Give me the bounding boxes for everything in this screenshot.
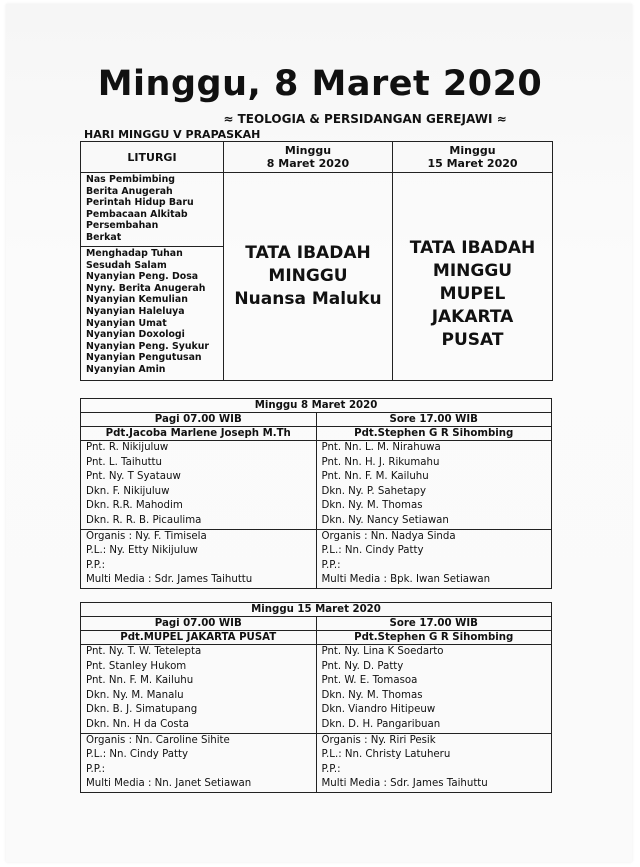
schedule-time-morning: Pagi 07.00 WIB <box>81 413 317 427</box>
support-morning <box>81 733 317 792</box>
liturgy-item: Nyanyian Umat <box>86 317 167 329</box>
officer: Pnt. W. E. Tomasoa <box>321 675 418 687</box>
officer: Pnt. Nn. F. M. Kailuhu <box>321 471 429 483</box>
preacher-evening: Pdt.Stephen G R Sihombing <box>316 631 552 645</box>
liturgy-col2-line: PUSAT <box>441 330 504 350</box>
officers-evening <box>316 645 552 734</box>
liturgy-col2-line: MINGGU <box>432 261 513 281</box>
officer: Pnt. Ny. T. W. Tetelepta <box>86 646 202 657</box>
liturgy-items-part2 <box>81 247 224 381</box>
support-role: Organis : Nn. Caroline Sihite <box>86 734 230 746</box>
liturgy-col1-header-line1: Minggu <box>284 144 332 157</box>
support-role: P.L.: Nn. Cindy Patty <box>321 545 424 557</box>
officer: Dkn. R. R. B. Picaulima <box>86 514 202 526</box>
support-role: Organis : Ny. F. Timisela <box>86 530 207 542</box>
liturgy-item: Nyanyian Haleluya <box>86 305 185 317</box>
liturgy-table <box>80 141 553 381</box>
liturgy-header: LITURGI <box>81 142 224 173</box>
preacher-morning: Pdt.MUPEL JAKARTA PUSAT <box>81 631 317 645</box>
liturgy-item: Nyanyian Amin <box>86 363 166 375</box>
officer: Pnt. Nn. H. J. Rikumahu <box>321 456 440 468</box>
officer: Dkn. Ny. M. Manalu <box>86 689 184 701</box>
page-title: Minggu, 8 Maret 2020 <box>97 64 543 104</box>
support-role: Multi Media : Nn. Janet Setiawan <box>86 778 252 790</box>
liturgy-item: Sesudah Salam <box>86 259 167 271</box>
support-role: Organis : Nn. Nadya Sinda <box>321 530 456 542</box>
liturgy-item: Nyanyian Kemulian <box>86 294 188 306</box>
officers-morning <box>81 441 317 530</box>
liturgy-item: Nyanyian Pengutusan <box>86 352 202 364</box>
support-role: Multi Media : Sdr. James Taihuttu <box>321 778 488 790</box>
schedule-table-2 <box>80 602 552 793</box>
liturgy-item: Perintah Hidup Baru <box>86 197 194 209</box>
liturgy-col2-header-line1: Minggu <box>449 144 496 157</box>
officer: Dkn. D. H. Pangaribuan <box>321 718 441 730</box>
support-morning <box>81 529 317 588</box>
officers-evening <box>316 441 552 530</box>
officer: Pnt. Nn. F. M. Kailuhu <box>86 675 194 687</box>
liturgy-col1-header <box>224 142 393 173</box>
support-role: Multi Media : Bpk. Iwan Setiawan <box>321 574 491 586</box>
support-evening <box>316 529 552 588</box>
officer: Dkn. Ny. M. Thomas <box>321 500 423 512</box>
page-subtitle: ≈ TEOLOGIA & PERSIDANGAN GEREJAWI ≈ <box>223 112 507 126</box>
schedule-time-evening: Sore 17.00 WIB <box>316 617 552 631</box>
liturgy-col2-line: JAKARTA <box>431 307 514 327</box>
officers-morning <box>81 645 317 734</box>
liturgy-item: Berkat <box>86 231 122 243</box>
liturgy-item: Nyny. Berita Anugerah <box>86 282 206 294</box>
officer: Dkn. Viandro Hitipeuw <box>321 704 436 716</box>
support-role: P.P.: <box>321 559 341 571</box>
officer: Pnt. Ny. T Syatauw <box>86 471 181 483</box>
officer: Pnt. Ny. Lina K Soedarto <box>321 646 444 657</box>
liturgy-item: Nyanyian Peng. Syukur <box>86 340 210 352</box>
support-role: Multi Media : Sdr. James Taihuttu <box>86 574 253 586</box>
officer: Dkn. Ny. M. Thomas <box>321 689 423 701</box>
support-role: P.P.: <box>321 763 341 775</box>
officer: Dkn. B. J. Simatupang <box>86 704 198 716</box>
liturgy-col1-header-line2: 8 Maret 2020 <box>266 157 350 170</box>
liturgy-col2-header-line2: 15 Maret 2020 <box>427 157 518 170</box>
liturgy-col2-line: MUPEL <box>439 284 506 304</box>
officer: Pnt. Stanley Hukom <box>86 660 187 672</box>
officer: Dkn. Ny. Nancy Setiawan <box>321 514 449 526</box>
liturgy-col1-line: Nuansa Maluku <box>234 289 382 309</box>
officer: Pnt. Nn. L. M. Nirahuwa <box>321 442 441 453</box>
support-role: P.L.: Ny. Etty Nikijuluw <box>86 545 198 557</box>
support-role: Organis : Ny. Riri Pesik <box>321 734 436 746</box>
liturgy-col1-content <box>224 173 393 381</box>
liturgy-col1-line: MINGGU <box>268 266 348 286</box>
schedule-table-1 <box>80 398 552 589</box>
liturgy-item: Persembahan <box>86 220 159 232</box>
schedule-date: Minggu 8 Maret 2020 <box>81 399 552 413</box>
officer: Dkn. R.R. Mahodim <box>86 500 183 512</box>
section-label: HARI MINGGU V PRAPASKAH <box>84 128 261 141</box>
preacher-morning: Pdt.Jacoba Marlene Joseph M.Th <box>81 427 317 441</box>
officer: Dkn. F. Nikijuluw <box>86 485 170 497</box>
liturgy-item: Nyanyian Peng. Dosa <box>86 271 199 283</box>
officer: Pnt. Ny. D. Patty <box>321 660 404 672</box>
officer: Pnt. L. Taihuttu <box>86 456 163 468</box>
officer: Dkn. Nn. H da Costa <box>86 718 189 730</box>
liturgy-item: Berita Anugerah <box>86 185 173 197</box>
liturgy-col2-content <box>393 173 553 381</box>
support-role: P.L.: Nn. Cindy Patty <box>86 749 189 761</box>
officer: Dkn. Ny. P. Sahetapy <box>321 485 427 497</box>
liturgy-col1-line: TATA IBADAH <box>245 243 371 263</box>
liturgy-item: Menghadap Tuhan <box>86 248 183 259</box>
liturgy-item: Nyanyian Doxologi <box>86 329 185 341</box>
liturgy-item: Pembacaan Alkitab <box>86 208 188 220</box>
officer: Pnt. R. Nikijuluw <box>86 442 169 453</box>
liturgy-col2-line: TATA IBADAH <box>409 238 536 258</box>
preacher-evening: Pdt.Stephen G R Sihombing <box>316 427 552 441</box>
support-role: P.L.: Nn. Christy Latuheru <box>321 749 451 761</box>
schedule-date: Minggu 15 Maret 2020 <box>81 603 552 617</box>
liturgy-item: Nas Pembimbing <box>86 174 176 185</box>
schedule-time-morning: Pagi 07.00 WIB <box>81 617 317 631</box>
support-role: P.P.: <box>86 763 106 775</box>
support-evening <box>316 733 552 792</box>
schedule-time-evening: Sore 17.00 WIB <box>316 413 552 427</box>
support-role: P.P.: <box>86 559 106 571</box>
liturgy-items-part1 <box>81 173 224 247</box>
liturgy-col2-header <box>393 142 553 173</box>
